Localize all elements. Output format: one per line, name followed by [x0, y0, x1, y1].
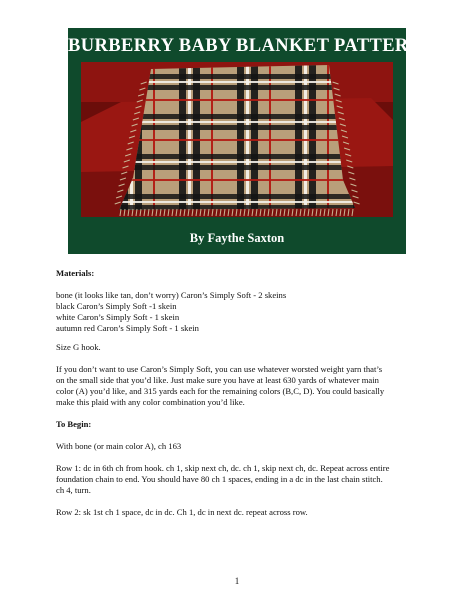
substitution-paragraph: If you don’t want to use Caron’s Simply Soft, you can use whatever worsted weight yarn that’s on the small side that you’d like. Just make sure you have at least 630 yards of whatever main color (A) you’d like, and 315 yards each for the remaining colors (B,C, D). You could basically make this plaid with any color combination you’d like.: [56, 364, 385, 407]
materials-heading: Materials:: [56, 268, 95, 278]
row1-instruction: Row 1: dc in 6th ch from hook. ch 1, skip next ch, dc. ch 1, skip next ch, dc. Repeat across entire foundation chain to end. You should have 80 ch 1 spaces, ending in a dc in the last chain stitch. ch 4, turn.: [56, 463, 390, 495]
cover-byline: By Faythe Saxton: [189, 231, 285, 245]
materials-line: black Caron’s Simply Soft -1 skein: [56, 301, 177, 311]
materials-line: autumn red Caron’s Simply Soft - 1 skein: [56, 323, 199, 333]
chain-instruction: With bone (or main color A), ch 163: [56, 441, 182, 451]
begin-heading: To Begin:: [56, 419, 92, 429]
materials-line: white Caron’s Simply Soft - 1 skein: [56, 312, 180, 322]
hook-size: Size G hook.: [56, 342, 101, 352]
materials-list: [56, 290, 424, 334]
cover-banner: [68, 28, 423, 254]
blanket-photo: [81, 62, 393, 217]
page-number: 1: [234, 576, 240, 586]
materials-line: bone (it looks like tan, don’t worry) Caron’s Simply Soft - 2 skeins: [56, 290, 287, 300]
cover-title: BURBERRY BABY BLANKET PATTERN: [68, 36, 423, 56]
row2-instruction: Row 2: sk 1st ch 1 space, dc in dc. Ch 1, dc in next dc. repeat across row.: [56, 507, 308, 517]
